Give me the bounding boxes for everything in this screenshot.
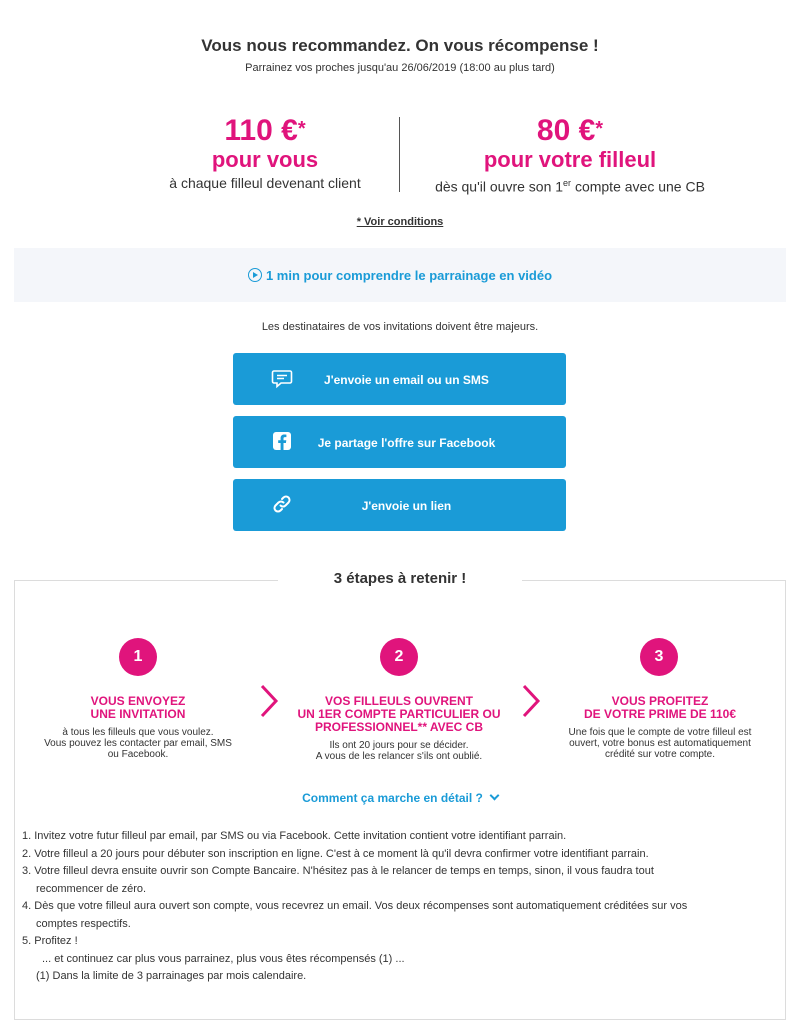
offer-sponsor — [140, 115, 390, 193]
page-title: Vous nous recommandez. On vous récompense ! — [201, 36, 599, 55]
email-sms-button[interactable] — [233, 353, 566, 405]
offer-referee-desc: dès qu'il ouvre son 1er compte avec une CB — [435, 178, 705, 195]
step-1-number: 1 — [119, 638, 157, 676]
list-item: 4. Dès que votre filleul aura ouvert son compte, vous recevrez un email. Vos deux récompenses sont automatiquement créditées sur vos comptes respectifs. — [22, 900, 688, 930]
offer-referee-amount: 80 €* — [536, 114, 604, 147]
majors-notice: Les destinataires de vos invitations doivent être majeurs. — [261, 321, 539, 333]
list-item: 3. Votre filleul devra ensuite ouvrir son Compte Bancaire. N'hésitez pas à le relancer de temps en temps, sinon, il vous faudra tout recommencer de zéro. — [22, 865, 654, 895]
send-link-button[interactable] — [233, 479, 566, 531]
offer-sponsor-amount: 110 €* — [224, 114, 306, 147]
offer-sponsor-desc: à chaque filleul devenant client — [169, 175, 361, 191]
play-icon — [248, 268, 262, 282]
step-1-desc: à tous les filleuls que vous voulez. Vous pouvez les contacter par email, SMS ou Facebook. — [44, 727, 232, 760]
video-link[interactable]: 1 min pour comprendre le parrainage en vidéo — [0, 268, 800, 283]
step-2-desc: Ils ont 20 jours pour se décider. A vous de les relancer s'ils ont oublié. — [315, 740, 483, 762]
chevron-down-icon — [489, 791, 499, 801]
step-3-number: 3 — [640, 638, 678, 676]
facebook-share-button[interactable] — [233, 416, 566, 468]
steps-title: 3 étapes à retenir ! — [333, 570, 467, 587]
detail-toggle-link[interactable]: Comment ça marche en détail ? — [0, 791, 800, 805]
step-1-title: VOUS ENVOYEZ UNE INVITATION — [90, 694, 186, 721]
facebook-share-label: Je partage l'offre sur Facebook — [317, 436, 496, 450]
offer-referee-label: pour votre filleul — [483, 147, 657, 172]
list-item: 2. Votre filleul a 20 jours pour débuter son inscription en ligne. C'est à ce moment là qu'il devra confirmer votre identifiant parrain. — [22, 847, 649, 860]
step-3-desc: Une fois que le compte de votre filleul est ouvert, votre bonus est automatiquement crédité sur votre compte. — [568, 727, 752, 760]
continue-text: ... et continuez car plus vous parrainez, plus vous êtes récompensés (1) ... — [42, 952, 405, 965]
page-subtitle: Parrainez vos proches jusqu'au 26/06/2019 (18:00 au plus tard) — [245, 62, 555, 74]
email-sms-label: J'envoie un email ou un SMS — [324, 373, 489, 387]
step-2-number: 2 — [380, 638, 418, 676]
conditions-link[interactable]: * Voir conditions — [356, 216, 444, 228]
list-item: 1. Invitez votre futur filleul par email, par SMS ou via Facebook. Cette invitation contient votre identifiant parrain. — [22, 830, 567, 842]
send-link-label: J'envoie un lien — [361, 499, 452, 513]
offer-sponsor-label: pour vous — [211, 147, 319, 172]
step-2-title: VOS FILLEULS OUVRENT UN 1ER COMPTE PARTICULIER OU PROFESSIONNEL** AVEC CB — [297, 694, 501, 734]
offer-divider — [399, 117, 400, 192]
footnote: (1) Dans la limite de 3 parrainages par mois calendaire. — [36, 970, 307, 982]
list-item: 5. Profitez ! ... et continuez car plus vous parrainez, plus vous êtes récompensés (1) ... (1) Dans la limite de 3 parrainages par mois calendaire. — [22, 933, 772, 986]
instructions-list — [22, 828, 772, 986]
offer-referee — [410, 115, 730, 197]
chevron-right-icon — [520, 683, 542, 719]
step-3-title: VOUS PROFITEZ DE VOTRE PRIME DE 110€ — [583, 694, 737, 721]
chevron-right-icon — [258, 683, 280, 719]
